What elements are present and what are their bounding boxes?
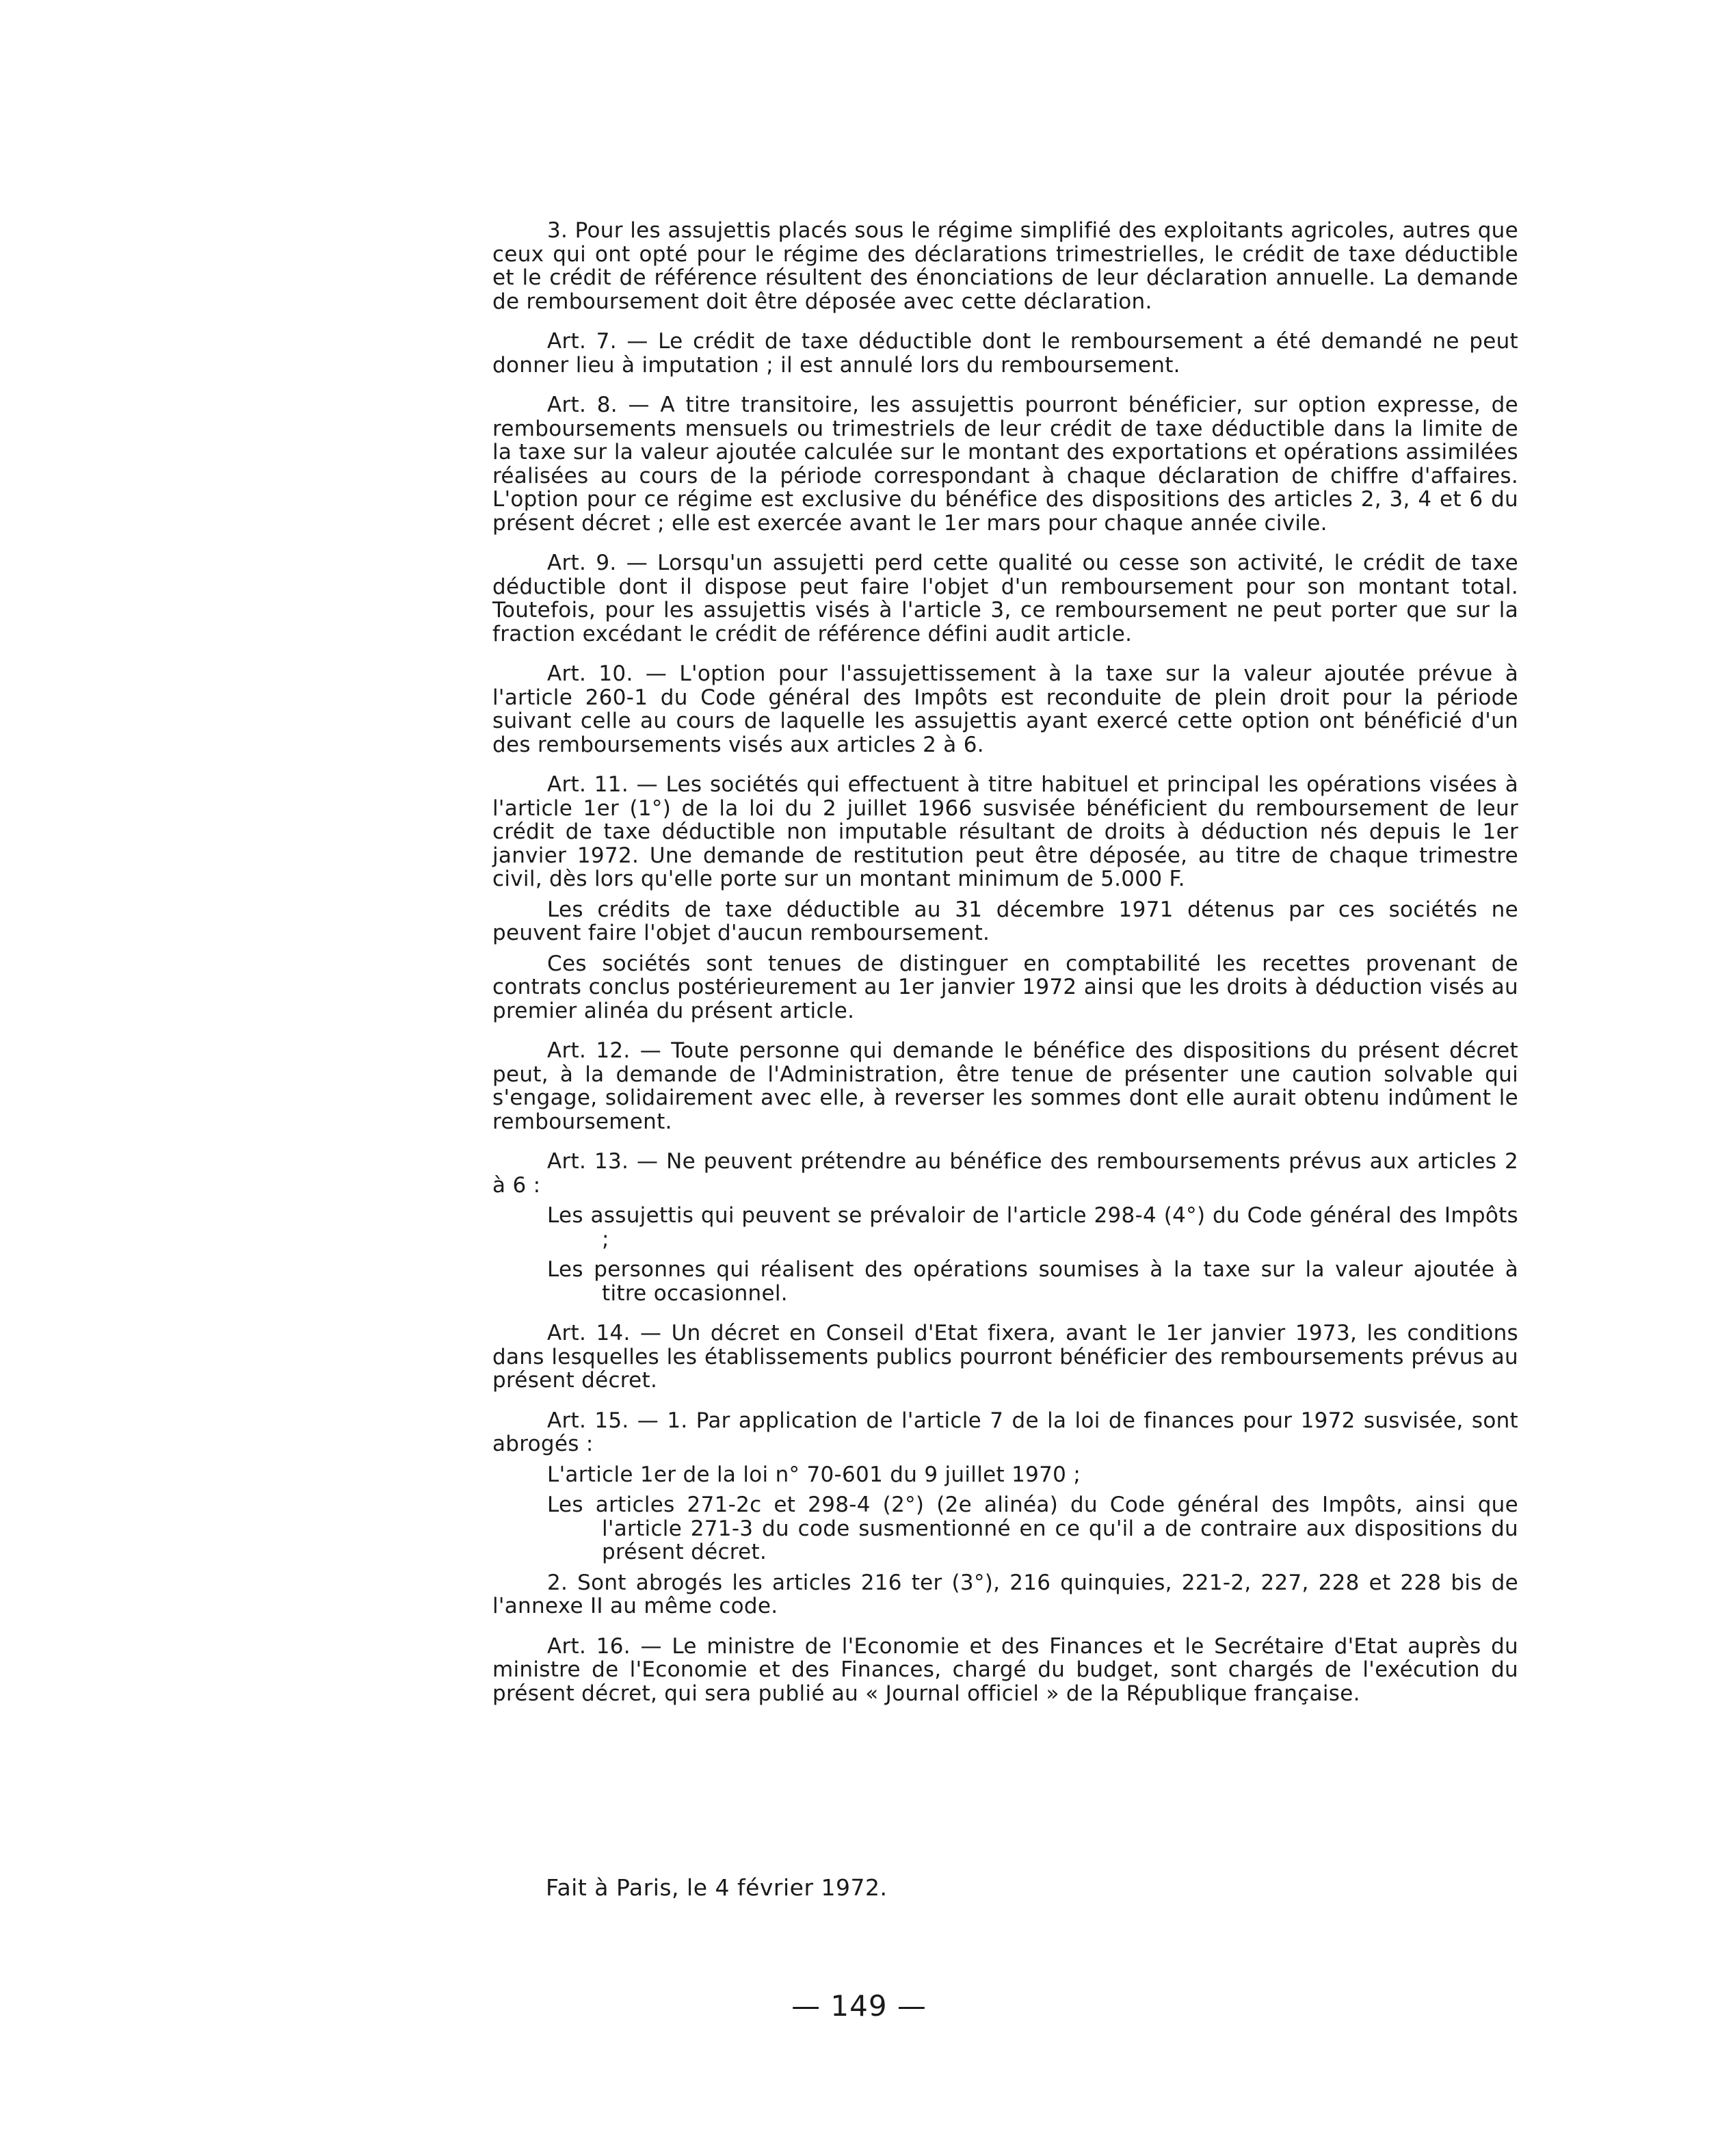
article-16: Art. 16. — Le ministre de l'Economie et des Finances et le Secrétaire d'Etat auprès du ministre de l'Economie et des Finances, chargé du budget, sont chargés de l'exécution du présent décret, qui sera publié au « Journal officiel » de la République française. bbox=[492, 1633, 1518, 1706]
article-9: Art. 9. — Lorsqu'un assujetti perd cette qualité ou cesse son activité, le crédit de taxe déductible dont il dispose peut faire l'objet d'un remboursement pour son montant total. Toutefois, pour les assujettis visés à l'article 3, ce remboursement ne peut porter que sur la fraction excédant le crédit de référence défini audit article. bbox=[492, 551, 1518, 646]
article-15-item-2: Les articles 271-2c et 298-4 (2°) (2e alinéa) du Code général des Impôts, ainsi que l'article 271-3 du code susmentionné en ce qu'il a de contraire aux dispositions du présent décret. bbox=[547, 1493, 1518, 1564]
article-13-item-1: Les assujettis qui peuvent se prévaloir de l'article 298-4 (4°) du Code général des Impôts ; bbox=[547, 1203, 1518, 1252]
article-13: Art. 13. — Ne peuvent prétendre au bénéfice des remboursements prévus aux articles 2 à 6 : bbox=[492, 1149, 1518, 1198]
article-10: Art. 10. — L'option pour l'assujettissement à la taxe sur la valeur ajoutée prévue à l'article 260-1 du Code général des Impôts est reconduite de plein droit pour la période suivant celle au cours de laquelle les assujettis ayant exercé cette option ont bénéficié d'un des remboursements visés aux articles 2 à 6. bbox=[492, 661, 1518, 757]
article-15: Art. 15. — 1. Par application de l'article 7 de la loi de finances pour 1972 susvisée, sont abrogés : bbox=[492, 1408, 1518, 1456]
article-11-paragraph-3: Ces sociétés sont tenues de distinguer en comptabilité les recettes provenant de contrats conclus postérieurement au 1er janvier 1972 ainsi que les droits à déduction visés au premier alinéa du présent article. bbox=[492, 951, 1518, 1023]
article-11: Art. 11. — Les sociétés qui effectuent à titre habituel et principal les opérations visées à l'article 1er (1°) de la loi du 2 juillet 1966 susvisée bénéficient du remboursement de leur crédit de taxe déductible non imputable résultant de droits à déduction nés depuis le 1er janvier 1972. Une demande de restitution peut être déposée, au titre de chaque trimestre civil, dès lors qu'elle porte sur un montant minimum de 5.000 F. bbox=[492, 772, 1518, 891]
signature-line: Fait à Paris, le 4 février 1972. bbox=[546, 1874, 888, 1901]
article-13-item-2: Les personnes qui réalisent des opérations soumises à la taxe sur la valeur ajoutée à titre occasionnel. bbox=[547, 1257, 1518, 1306]
article-11-paragraph-2: Les crédits de taxe déductible au 31 décembre 1971 détenus par ces sociétés ne peuvent faire l'objet d'aucun remboursement. bbox=[492, 897, 1518, 945]
article-8: Art. 8. — A titre transitoire, les assujettis pourront bénéficier, sur option expresse, de remboursements mensuels ou trimestriels de leur crédit de taxe déductible dans la limite de la taxe sur la valeur ajoutée calculée sur le montant des exportations et opérations assimilées réalisées au cours de la période correspondant à chaque déclaration de chiffre d'affaires. L'option pour ce régime est exclusive du bénéfice des dispositions des articles 2, 3, 4 et 6 du présent décret ; elle est exercée avant le 1er mars pour chaque année civile. bbox=[492, 393, 1518, 536]
article-7: Art. 7. — Le crédit de taxe déductible dont le remboursement a été demandé ne peut donner lieu à imputation ; il est annulé lors du remboursement. bbox=[492, 329, 1518, 378]
article-14: Art. 14. — Un décret en Conseil d'Etat fixera, avant le 1er janvier 1973, les conditions dans lesquelles les établissements publics pourront bénéficier des remboursements prévus au présent décret. bbox=[492, 1321, 1518, 1393]
page-number: — 149 — bbox=[791, 1989, 927, 2023]
paragraph-3: 3. Pour les assujettis placés sous le régime simplifié des exploitants agricoles, autres que ceux qui ont opté pour le régime des déclarations trimestrielles, le crédit de taxe déductible et le crédit de référence résultent des énonciations de leur déclaration annuelle. La demande de remboursement doit être déposée avec cette déclaration. bbox=[492, 218, 1518, 314]
document-body bbox=[492, 219, 1518, 1705]
article-15-paragraph-2: 2. Sont abrogés les articles 216 ter (3°), 216 quinquies, 221-2, 227, 228 et 228 bis de l'annexe II au même code. bbox=[492, 1570, 1518, 1618]
article-12: Art. 12. — Toute personne qui demande le bénéfice des dispositions du présent décret peut, à la demande de l'Administration, être tenue de présenter une caution solvable qui s'engage, solidairement avec elle, à reverser les sommes dont elle aurait obtenu indûment le remboursement. bbox=[492, 1038, 1518, 1134]
article-15-item-1: L'article 1er de la loi n° 70-601 du 9 juillet 1970 ; bbox=[547, 1462, 1081, 1487]
